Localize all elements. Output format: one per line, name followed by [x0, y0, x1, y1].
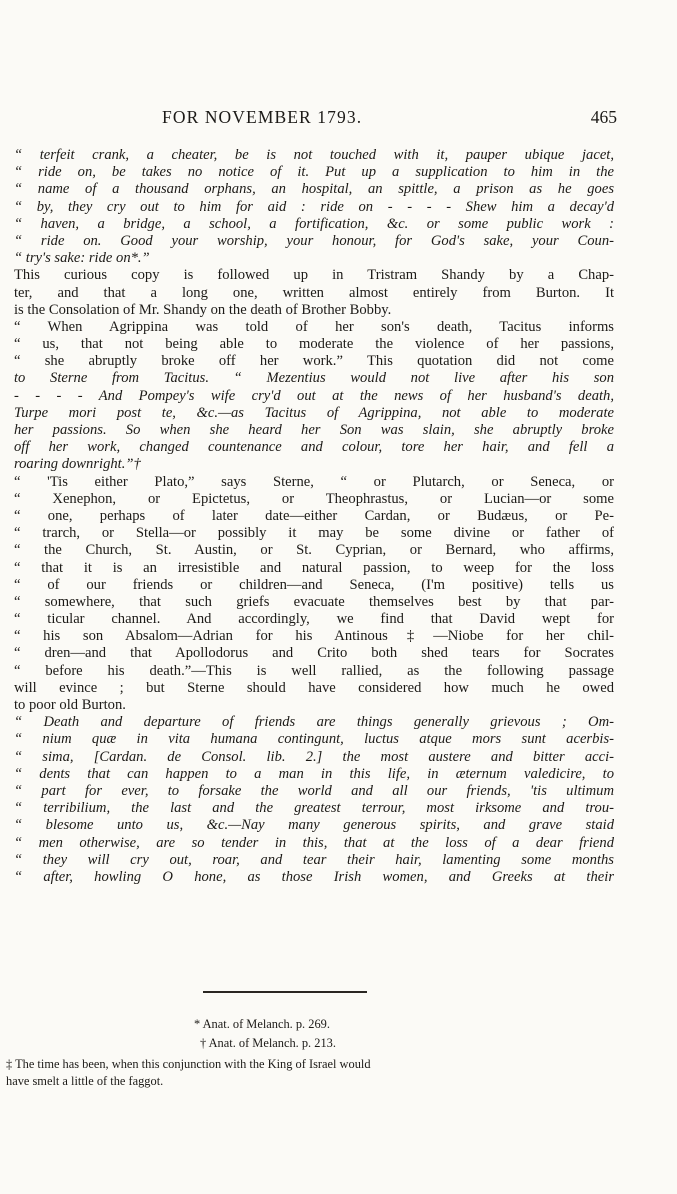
text-line: This curious copy is followed up in Tristram Shandy by a Chap- — [14, 267, 614, 284]
text-line: “ the Church, St. Austin, or St. Cyprian, or Bernard, who affirms, — [14, 542, 614, 559]
text-line: “ somewhere, that such griefs evacuate themselves best by that par- — [14, 593, 614, 610]
text-line: “ terribilium, the last and the greatest terrour, most irksome and trou- — [14, 800, 614, 817]
text-line: “ Death and departure of friends are things generally grievous ; Om- — [14, 714, 614, 731]
text-line: - - - - And Pompey's wife cry'd out at the news of her husband's death, — [14, 387, 614, 404]
text-line: “ one, perhaps of later date—either Cardan, or Budæus, or Pe- — [14, 507, 614, 524]
text-line: “ by, they cry out to him for aid : ride on - - - - Shew him a decay'd — [14, 198, 614, 215]
page-number: 465 — [590, 107, 617, 127]
text-line: “ they will cry out, roar, and tear their hair, lamenting some months — [14, 851, 614, 868]
running-header — [0, 107, 677, 133]
text-line: “ try's sake: ride on*.” — [14, 250, 150, 267]
footnote-2: † Anat. of Melanch. p. 213. — [200, 1036, 336, 1050]
text-line: “ she abruptly broke off her work.” This quotation did not come — [14, 353, 614, 370]
text-line: ter, and that a long one, written almost entirely from Burton. It — [14, 284, 614, 301]
text-line: is the Consolation of Mr. Shandy on the death of Brother Bobby. — [14, 301, 392, 318]
text-line: her passions. So when she heard her Son was slain, she abruptly broke — [14, 422, 614, 438]
text-line: “ us, that not being able to moderate the violence of her passions, — [14, 336, 614, 353]
footnote-1: * Anat. of Melanch. p. 269. — [194, 1017, 330, 1031]
text-line: “ trarch, or Stella—or possibly it may be some divine or father of — [14, 525, 614, 542]
footnote-divider — [203, 991, 367, 993]
text-line: “ terfeit crank, a cheater, be is not touched with it, pauper ubique jacet, — [14, 147, 614, 163]
text-line: “ of our friends or children—and Seneca, (I'm positive) tells us — [14, 576, 614, 593]
text-line: to Sterne from Tacitus. “ Mezentius would not live after his son — [14, 370, 614, 387]
text-line: “ blesome unto us, &c.—Nay many generous spirits, and grave staid — [14, 817, 614, 834]
text-line: “ before his death.”—This is well rallied, as the following passage — [14, 662, 614, 679]
text-line: to poor old Burton. — [14, 697, 126, 713]
text-line: “ that it is an irresistible and natural passion, to weep for the loss — [14, 559, 614, 576]
footnote-3-continued: have smelt a little of the faggot. — [6, 1074, 164, 1088]
text-line: off her work, changed countenance and colour, tore her hair, and fell a — [14, 439, 614, 456]
text-line: “ Xenephon, or Epictetus, or Theophrastus, or Lucian—or some — [14, 490, 614, 507]
text-line: “ ticular channel. And accordingly, we find that David wept for — [14, 611, 614, 628]
footnote-3: ‡ The time has been, when this conjunction with the King of Israel would — [6, 1057, 371, 1071]
text-line: Turpe mori post te, &c.—as Tacitus of Agrippina, not able to moderate — [14, 404, 614, 421]
text-line: “ 'Tis either Plato,” says Sterne, “ or Plutarch, or Seneca, or — [14, 473, 614, 490]
text-line: “ men otherwise, are so tender in this, that at the loss of a dear friend — [14, 834, 614, 851]
text-line: “ haven, a bridge, a school, a fortification, &c. or some public work : — [14, 215, 614, 232]
text-line: “ part for ever, to forsake the world and all our friends, 'tis ultimum — [14, 782, 614, 799]
text-line: roaring downright.”† — [14, 456, 141, 473]
text-line: “ ride on. Good your worship, your honour, for God's sake, your Coun- — [14, 232, 614, 249]
header-title: FOR NOVEMBER 1793. — [162, 107, 363, 127]
body-text — [14, 147, 614, 886]
text-line: “ his son Absalom—Adrian for his Antinous‡—Niobe for her chil- — [14, 628, 614, 645]
text-line: “ When Agrippina was told of her son's death, Tacitus informs — [14, 318, 614, 335]
text-line: “ ride on, be takes no notice of it. Put up a supplication to him in the — [14, 164, 614, 181]
text-line: “ dents that can happen to a man in this life, in æternum valedicire, to — [14, 765, 614, 782]
text-line: “ name of a thousand orphans, an hospital, an spittle, a prison as he goes — [14, 181, 614, 198]
text-line: “ dren—and that Apollodorus and Crito both shed tears for Socrates — [14, 645, 614, 662]
text-line: “ sima, [Cardan. de Consol. lib. 2.] the most austere and bitter acci- — [14, 748, 614, 765]
text-line: “ nium quæ in vita humana contingunt, luctus atque mors sunt acerbis- — [14, 731, 614, 748]
text-line: “ after, howling O hone, as those Irish women, and Greeks at their — [14, 868, 614, 885]
text-line: will evince ; but Sterne should have considered how much he owed — [14, 679, 614, 696]
